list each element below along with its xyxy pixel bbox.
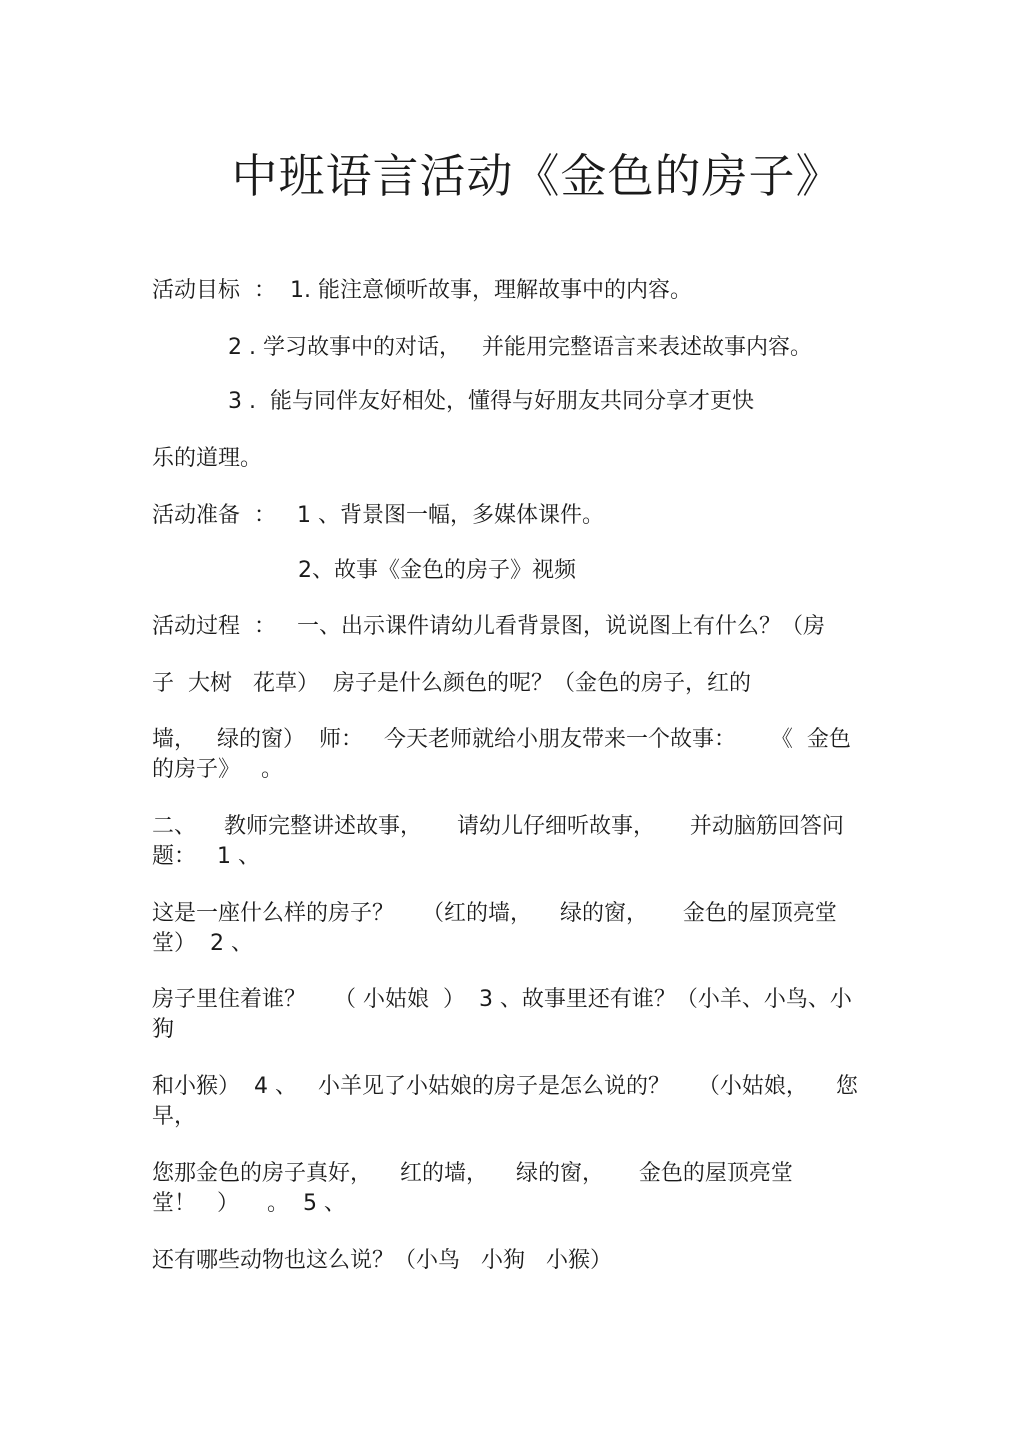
prep-line-2: 2、故事《金色的房子》视频 [298, 558, 576, 583]
process-line-10: 狗 [152, 1017, 175, 1042]
process-line-15: 还有哪些动物也这么说？（小鸟 小狗 小猴） [152, 1248, 612, 1273]
process-line-4: 的房子》 。 [152, 757, 283, 782]
goal-line-3: 3 . 能与同伴友好相处，懂得与好朋友共同分享才更快 [228, 389, 754, 414]
process-line-9: 房子里住着谁？ （ 小姑娘 ） 3 、故事里还有谁？（小羊、小鸟、小 [152, 987, 852, 1012]
goal-line-3-cont: 乐的道理。 [152, 446, 263, 471]
process-line-13: 您那金色的房子真好， 红的墙， 绿的窗， 金色的屋顶亮堂 [152, 1161, 793, 1186]
goal-line-1: 活动目标 ： 1. 能注意倾听故事，理解故事中的内容。 [152, 278, 692, 303]
document-title: 中班语言活动《金色的房子》 [231, 149, 843, 203]
process-line-6: 题： 1 、 [152, 844, 260, 869]
goal-line-2: 2 . 学习故事中的对话， 并能用完整语言来表述故事内容。 [228, 335, 812, 360]
process-line-5: 二、 教师完整讲述故事， 请幼儿仔细听故事， 并动脑筋回答问 [152, 814, 844, 839]
process-line-2: 子 大树 花草） 房子是什么颜色的呢？（金色的房子，红的 [152, 671, 751, 696]
process-line-3: 墙， 绿的窗） 师： 今天老师就给小朋友带来一个故事： 《 金色 [152, 727, 851, 752]
prep-line-1: 活动准备 ： 1 、背景图一幅，多媒体课件。 [152, 503, 604, 528]
process-line-1: 活动过程 ： 一、出示课件请幼儿看背景图，说说图上有什么？（房 [152, 614, 825, 639]
process-line-14: 堂！ ） 。 5 、 [152, 1191, 346, 1216]
process-line-12: 早， [152, 1104, 197, 1129]
process-line-11: 和小猴） 4 、 小羊见了小姑娘的房子是怎么说的？ （小姑娘， 您 [152, 1074, 858, 1099]
process-line-7: 这是一座什么样的房子？ （红的墙， 绿的窗， 金色的屋顶亮堂 [152, 901, 837, 926]
process-line-8: 堂） 2 、 [152, 931, 253, 956]
